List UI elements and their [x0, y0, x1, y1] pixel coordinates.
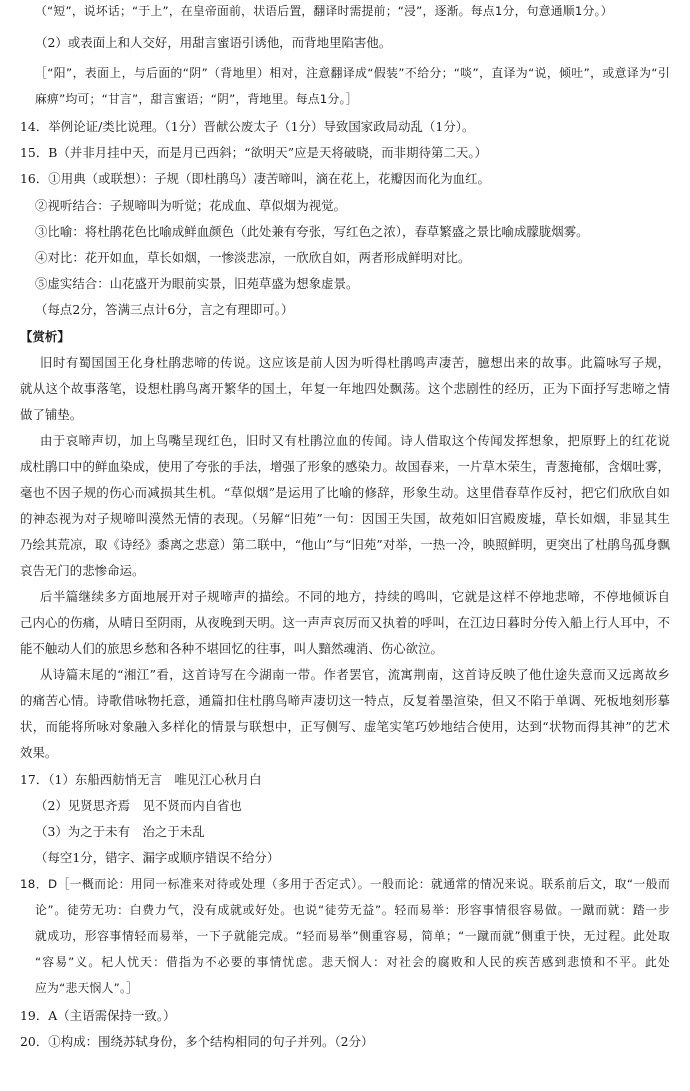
q13-2-scoring-note-line1: ［“阳”，表面上，与后面的“阴”（背地里）相对，注意翻译成“假装”不给分；“啖”，直译为“说，倾吐”，或意译为“引: [35, 66, 670, 80]
q14-answer: 14．举例论证/类比说理。（1分）晋献公废太子（1分）导致国家政局动乱（1分）。: [20, 119, 475, 134]
q17-scoring-note: （每空1分，错字、漏字或顺序错误不给分）: [35, 850, 280, 865]
q16-scoring-note: （每点2分，答满三点计6分，言之有理即可。）: [35, 302, 294, 317]
q18-answer-line3: 就成功，形容事情轻而易举，一下子就能完成。“轻而易举”侧重容易，简单；“一蹴而就”侧重于快，无过程。此处取: [35, 929, 670, 943]
appreciation-p2-line2: 成杜鹃口中的鲜血染成，使用了夸张的手法，增强了形象的感染力。故国春来，一片草木荣生，青葱掩郁，含烟吐雾，: [20, 459, 670, 474]
q19-answer: 19．A（主语需保持一致。）: [20, 1008, 176, 1023]
q20-answer-1: 20．①构成：围绕苏轼身份，多个结构相同的句子并列。（2分）: [20, 1034, 374, 1049]
q16-point-2: ②视听结合：子规啼叫为听觉；花成血、草似烟为视觉。: [35, 198, 347, 213]
q13-2-scoring-note-line2: 麻痹”均可；“甘言”，甜言蜜语；“阴”，背地里。每点1分。］: [35, 92, 358, 106]
q17-answer-1: 17．（1）东船西舫悄无言 唯见江心秋月白: [20, 772, 262, 787]
appreciation-p3-line3: 能不触动人们的旅思乡愁和各种不堪回忆的往事，叫人黯然魂消、伤心欲泣。: [20, 641, 443, 656]
q16-point-5: ⑤虚实结合：山花盛开为眼前实景，旧苑草盛为想象虚景。: [35, 276, 359, 291]
appreciation-p3-line1: 后半篇继续多方面地展开对子规啼声的描绘。不同的地方，持续的鸣叫，它就是这样不停地悲啼，不停地倾诉自: [40, 589, 670, 604]
appreciation-p1-line3: 做了铺垫。: [20, 407, 83, 422]
q18-answer-line1: 18．D［一概而论：用同一标准来对待或处理（多用于否定式）。一般而论：就通常的情况来说。联系前后文，取“一般而: [20, 877, 670, 891]
q17-answer-2: （2）见贤思齐焉 见不贤而内自省也: [35, 798, 242, 813]
q13-2-answer: （2）或表面上和人交好，用甜言蜜语引诱他，而背地里陷害他。: [35, 35, 392, 50]
appreciation-p4-line2: 的痛苦心情。诗歌借咏物托意，通篇扣住杜鹃鸟啼声凄切这一特点，反复着墨渲染，但又不陷于单调、死板地刻形摹: [20, 693, 670, 708]
appreciation-p4-line4: 效果。: [20, 745, 58, 760]
q16-point-4: ④对比：花开如血，草长如烟，一惨淡悲凉，一欣欣自如，两者形成鲜明对比。: [35, 250, 471, 265]
appreciation-p2-line3: 毫也不因子规的伤心而减损其生机。“草似烟”是运用了比喻的修辞，形象生动。这里借春草作反衬，把它们欣欣自如: [20, 485, 670, 500]
appreciation-p2-line1: 由于哀啼声切，加上鸟嘴呈现红色，旧时又有杜鹃泣血的传闻。诗人借取这个传闻发挥想象，把原野上的红花说: [40, 433, 670, 448]
appreciation-p1-line2: 就从这个故事落笔，设想杜鹃鸟离开繁华的国土，年复一年地四处飘荡。这个悲剧性的经历，正为下面抒写悲啼之情: [20, 381, 670, 396]
q18-answer-line4: “容易”义。杞人忧天：借指为不必要的事情忧虑。悲天悯人：对社会的腐败和人民的疾苦感到悲愤和不平。此处: [35, 955, 670, 969]
appreciation-p3-line2: 己内心的伤痛，从晴日至阴雨，从夜晚到天明。这一声声哀厉而又执着的呼叫，在江边日暮时分传入船上行人耳中，不: [20, 615, 670, 630]
q15-answer: 15．B（并非月挂中天，而是月已西斜；“欲明天”应是天将破晓，而非期待第二天。）: [20, 145, 488, 160]
q18-answer-line5: 应为“悲天悯人”。］: [35, 981, 139, 995]
appreciation-heading: 【赏析】: [20, 329, 70, 344]
appreciation-p2-line4: 的神态视为对子规啼叫漠然无情的表现。（另解“旧苑”一句：因国王失国，故苑如旧宫殿废墟，草长如烟，非显其生: [20, 511, 670, 526]
appreciation-p2-line5: 乃绘其荒凉，取《诗经》黍离之悲意）第二联中，“他山”与“旧苑”对举，一热一冷，映照鲜明，更突出了杜鹃鸟孤身飘: [20, 537, 670, 552]
q16-point-1: 16．①用典（或联想）：子规（即杜鹃鸟）凄苦啼叫，滴在花上，花瓣因而化为血红。: [20, 171, 490, 186]
appreciation-p1-line1: 旧时有蜀国国王化身杜鹃悲啼的传说。这应该是前人因为听得杜鹃鸣声凄苦，臆想出来的故事。此篇咏写子规，: [40, 355, 670, 370]
appreciation-p2-line6: 哀告无门的悲惨命运。: [20, 563, 145, 578]
q18-answer-line2: 论”。徒劳无功：白费力气，没有成就或好处。也说“徒劳无益”。轻而易举：形容事情很容易做。一蹴而就：踏一步: [35, 903, 670, 917]
q13-1-scoring-note: （“短”，说坏话；“于上”，在皇帝面前，状语后置，翻译时需提前；“浸”，逐渐。每点1分，句意通顺1分。）: [35, 4, 613, 18]
appreciation-p4-line1: 从诗篇末尾的“湘江”看，这首诗写在今湖南一带。作者罢官，流寓荆南，这首诗反映了他仕途失意而又远离故乡: [40, 667, 670, 682]
appreciation-p4-line3: 状，而能将所咏对象融入多样化的情景与联想中，正写侧写、虚笔实笔巧妙地结合使用，达到“状物而得其神”的艺术: [20, 719, 670, 734]
q17-answer-3: （3）为之于未有 治之于未乱: [35, 824, 205, 839]
q16-point-3: ③比喻：将杜鹃花色比喻成鲜血颜色（此处兼有夸张，写红色之浓），春草繁盛之景比喻成朦胧烟雾。: [35, 224, 589, 239]
